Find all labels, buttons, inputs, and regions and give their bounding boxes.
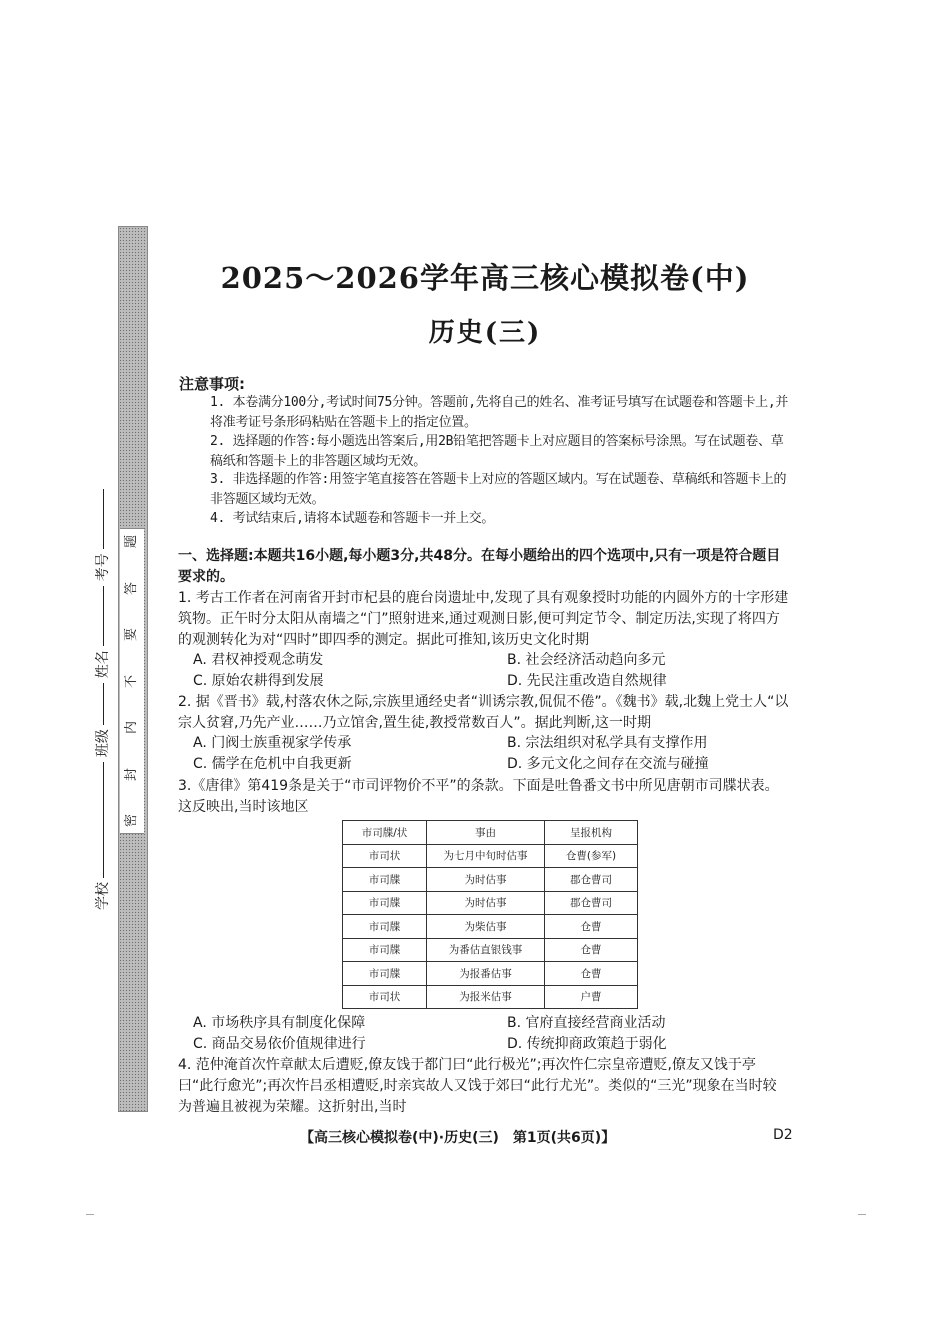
table-cell: 郡仓曹司: [545, 868, 638, 892]
option-a[interactable]: A. 门阀士族重视家学传承: [193, 735, 352, 751]
table-row: [343, 985, 638, 1009]
notice-item: 2. 选择题的作答:每小题选出答案后,用2B铅笔把答题卡上对应题目的答案标号涂黑。写在试题卷、草稿纸和答题卡上的非答题区域均无效。: [210, 434, 784, 469]
table-row: [343, 868, 638, 892]
table-cell: 仓曹: [545, 962, 638, 986]
sealed-area: [120, 528, 144, 834]
notice-item: 4. 考试结束后,请将本试题卷和答题卡一并上交。: [210, 511, 495, 526]
table-cell: 为报米估事: [427, 985, 545, 1009]
crop-mark: [858, 1214, 866, 1215]
table-cell: 为柴估事: [427, 915, 545, 939]
table-header: 呈报机构: [545, 821, 638, 845]
page-footer: 【高三核心模拟卷(中)·历史(三) 第1页(共6页)】: [300, 1130, 616, 1146]
option-c[interactable]: C. 儒学在危机中自我更新: [193, 756, 352, 772]
question-stem: 2. 据《晋书》载,村落农休之际,宗族里通经史者“训诱宗教,侃侃不倦”。《魏书》载,北魏上党士人“以宗人贫窘,乃先产业……乃立馆舍,置生徒,教授常数百人”。据此判断,这一时期: [178, 694, 789, 731]
option-b[interactable]: B. 社会经济活动趋向多元: [507, 652, 666, 668]
option-d[interactable]: D. 传统抑商政策趋于弱化: [507, 1036, 667, 1052]
table-cell: 仓曹(参军): [545, 844, 638, 868]
question-stem: 4. 范仲淹首次忤章献太后遭贬,僚友饯于都门曰“此行极光”;再次忤仁宗皇帝遭贬,僚友又饯于亭曰“此行愈光”;再次忤吕丞相遭贬,时亲宾故人又饯于郊曰“此行尤光”。类似的“三光”现象在当时较为普遍且被视为荣耀。这折射出,当时: [178, 1057, 777, 1115]
notice-item: 3. 非选择题的作答:用签字笔直接答在答题卡上对应的答题区域内。写在试题卷、草稿纸和答题卡上的非答题区域均无效。: [210, 472, 787, 507]
exam-subtitle: 历史(三): [428, 318, 542, 348]
table-row: [343, 962, 638, 986]
sealed-char: 封: [124, 767, 140, 781]
table-header: 市司牒/状: [343, 821, 427, 845]
option-d[interactable]: D. 多元文化之间存在交流与碰撞: [507, 756, 709, 772]
table-cell: 市司牒: [343, 868, 427, 892]
table-row: [343, 938, 638, 962]
option-a[interactable]: A. 市场秩序具有制度化保障: [193, 1015, 366, 1031]
table-cell: 仓曹: [545, 938, 638, 962]
table-cell: 郡仓曹司: [545, 891, 638, 915]
crop-mark: [86, 1214, 94, 1215]
table-cell: 户曹: [545, 985, 638, 1009]
sealed-char: 内: [124, 720, 140, 735]
table-cell: 仓曹: [545, 915, 638, 939]
paper-code: D2: [773, 1127, 793, 1143]
option-b[interactable]: B. 宗法组织对私学具有支撑作用: [507, 735, 708, 751]
sealed-char: 题: [124, 534, 140, 549]
table-cell: 市司状: [343, 985, 427, 1009]
option-c[interactable]: C. 原始农耕得到发展: [193, 673, 324, 689]
table-cell: 为报番估事: [427, 962, 545, 986]
table-cell: 市司牒: [343, 938, 427, 962]
option-b[interactable]: B. 官府直接经营商业活动: [507, 1015, 666, 1031]
table-cell: 市司状: [343, 844, 427, 868]
question-stem: 1. 考古工作者在河南省开封市杞县的鹿台岗遗址中,发现了具有观象授时功能的内圆外方的十字形建筑物。正午时分太阳从南墙之“门”照射进来,通过观测日影,便可判定节令、制定历法,实现了将四方的观测转化为对“四时”即四季的测定。据此可推知,该历史文化时期: [178, 590, 789, 648]
sealed-char: 答: [124, 581, 140, 595]
exam-title: 2025～2026学年高三核心模拟卷(中): [220, 261, 750, 295]
table-row: [343, 891, 638, 915]
table-header-row: [343, 821, 638, 845]
section-heading: 一、选择题:本题共16小题,每小题3分,共48分。在每小题给出的四个选项中,只有一项是符合题目要求的。: [178, 548, 781, 585]
market-office-table: [342, 820, 638, 1009]
table-cell: 为时估事: [427, 868, 545, 892]
table-row: [343, 915, 638, 939]
question-stem: 3.《唐律》第419条是关于“市司评物价不平”的条款。下面是吐鲁番文书中所见唐朝市司牒状表。这反映出,当时该地区: [178, 778, 779, 815]
table-cell: 为时估事: [427, 891, 545, 915]
table-cell: 为七月中旬时估事: [427, 844, 545, 868]
sealed-char: 不: [124, 674, 140, 688]
sealed-char: 密: [124, 813, 140, 828]
table-cell: 市司牒: [343, 915, 427, 939]
sealed-char: 要: [124, 627, 140, 642]
option-d[interactable]: D. 先民注重改造自然规律: [507, 673, 667, 689]
notice-heading: 注意事项:: [179, 375, 245, 393]
table-cell: 市司牒: [343, 962, 427, 986]
notice-item: 1. 本卷满分100分,考试时间75分钟。答题前,先将自己的姓名、准考证号填写在试题卷和答题卡上,并将准考证号条形码粘贴在答题卡上的指定位置。: [210, 395, 789, 430]
option-a[interactable]: A. 君权神授观念萌发: [193, 652, 324, 668]
school-field[interactable]: 学校 班级 姓名 考号: [92, 489, 112, 910]
table-row: [343, 844, 638, 868]
table-cell: 市司牒: [343, 891, 427, 915]
table-cell: 为番估直银钱事: [427, 938, 545, 962]
option-c[interactable]: C. 商品交易依价值规律进行: [193, 1036, 366, 1052]
table-header: 事由: [427, 821, 545, 845]
